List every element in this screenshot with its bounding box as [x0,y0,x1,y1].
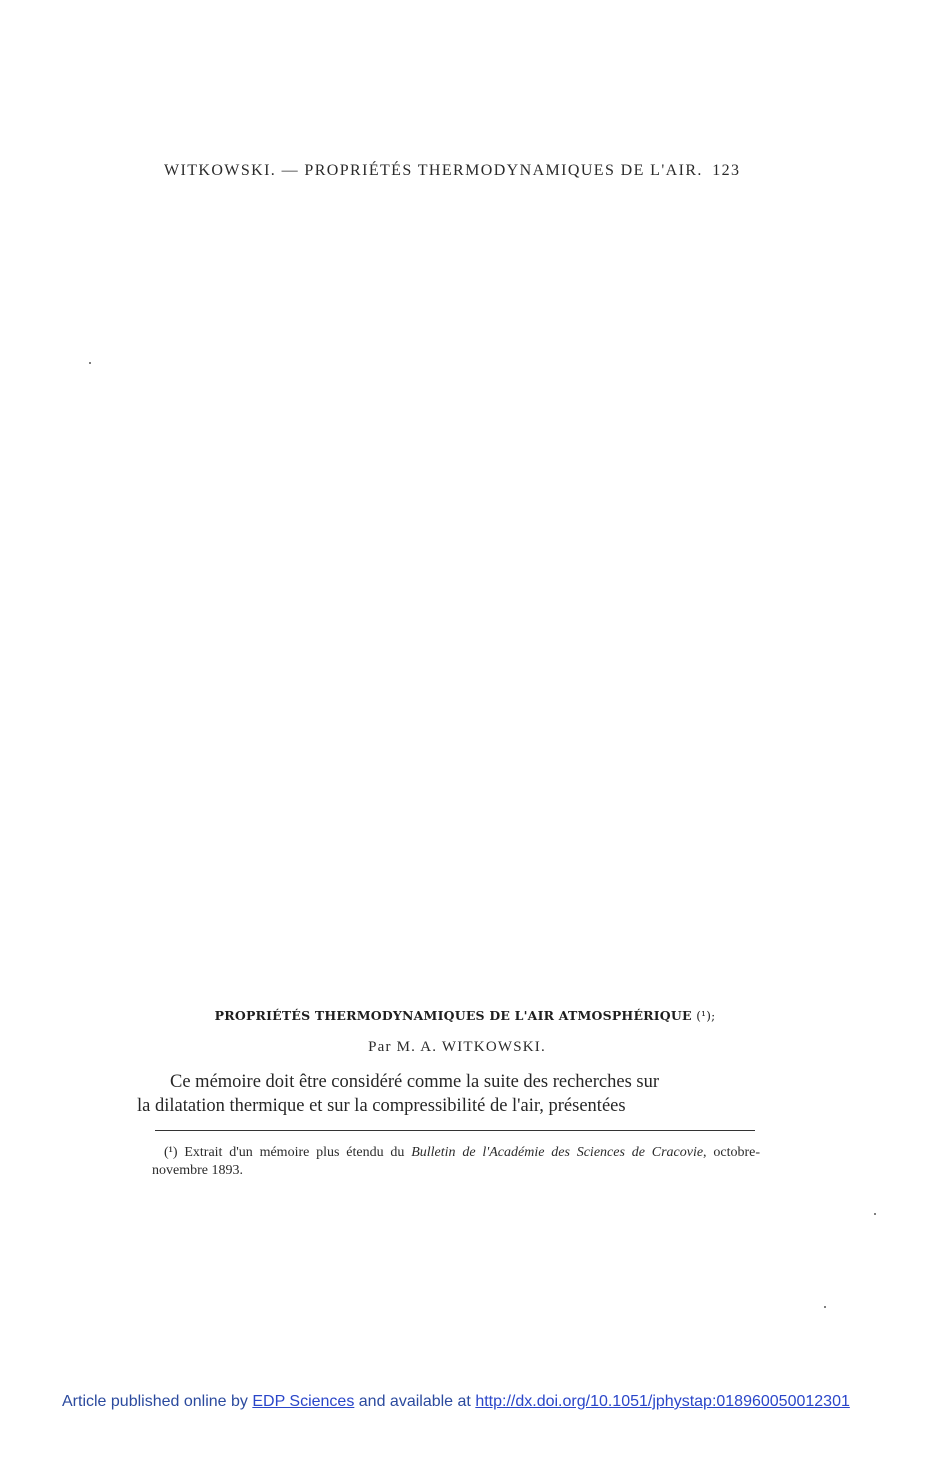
scan-speck [874,1213,876,1215]
running-head [164,162,764,180]
scan-speck [824,1306,826,1308]
footnote-source: Bulletin de l'Académie des Sciences de Cracovie [411,1145,704,1160]
publisher-middle: and available at [358,1393,471,1410]
doi-link[interactable]: http://dx.doi.org/10.1051/jphystap:018960050012301 [475,1393,850,1410]
body-line-2: la dilatation thermique et sur la compressibilité de l'air, présentées [137,1096,626,1116]
footnote-text: Extrait d'un mémoire plus étendu du [184,1145,405,1160]
byline: Par M. A. WITKOWSKI. [368,1039,546,1055]
running-head-title: WITKOWSKI. — PROPRIÉTÉS THERMODYNAMIQUES DE L'AIR. [164,162,703,179]
scan-speck [89,362,91,364]
body-text [137,1070,759,1118]
article-title-text: PROPRIÉTÉS THERMODYNAMIQUES DE L'AIR ATMOSPHÉRIQUE [214,1008,692,1023]
publisher-prefix: Article published online by [62,1393,248,1410]
publisher-line [62,1393,922,1411]
article-title [0,1008,930,1023]
body-line-1: Ce mémoire doit être considéré comme la suite des recherches sur [170,1072,660,1092]
footnote-rule [155,1130,755,1131]
footnote [152,1144,760,1180]
title-footnote-marker: (¹); [696,1009,716,1023]
footnote-marker: (¹) [164,1145,178,1160]
footnote-date: , octobre-novembre 1893. [152,1145,760,1178]
edp-sciences-link[interactable]: EDP Sciences [252,1393,355,1410]
page-number: 123 [712,162,741,179]
